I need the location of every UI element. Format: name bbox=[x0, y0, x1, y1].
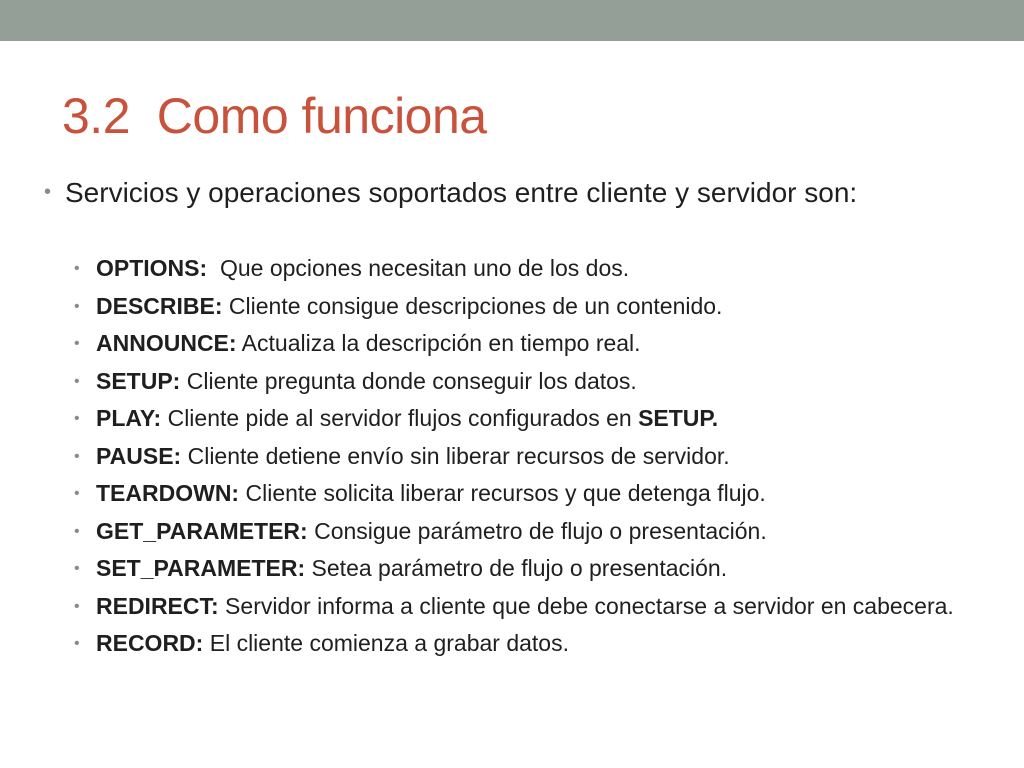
method-term: PLAY: bbox=[96, 405, 162, 431]
method-term: REDIRECT: bbox=[96, 592, 219, 619]
method-term: SET_PARAMETER: bbox=[96, 555, 306, 581]
list-item-teardown bbox=[74, 480, 974, 507]
list-item-record bbox=[74, 630, 974, 657]
bullet-icon: • bbox=[44, 181, 52, 203]
bullet-icon: • bbox=[74, 297, 80, 315]
method-description: El cliente comienza a grabar datos. bbox=[203, 630, 569, 656]
bullet-icon: • bbox=[74, 485, 80, 502]
method-description: Cliente detiene envío sin liberar recursos de servidor. bbox=[181, 442, 730, 469]
bullet-icon: • bbox=[74, 447, 80, 465]
slide-title: 3.2 Como funciona bbox=[62, 88, 487, 144]
method-description: Cliente solicita liberar recursos y que detenga flujo. bbox=[239, 480, 766, 506]
method-description: Actualiza la descripción en tiempo real. bbox=[236, 330, 641, 356]
bullet-icon: • bbox=[74, 260, 80, 277]
bullet-icon: • bbox=[74, 522, 80, 540]
method-description: Cliente pregunta donde conseguir los datos. bbox=[180, 367, 637, 394]
list-item-describe bbox=[74, 293, 974, 320]
method-list bbox=[74, 255, 974, 668]
list-item-announce bbox=[74, 330, 974, 357]
method-description: Setea parámetro de flujo o presentación. bbox=[305, 555, 728, 581]
method-description: Cliente consigue descripciones de un contenido. bbox=[222, 292, 723, 319]
list-item-play bbox=[74, 405, 974, 432]
intro-bullet bbox=[44, 176, 974, 209]
list-item-redirect bbox=[74, 593, 974, 620]
list-item-set-parameter bbox=[74, 555, 974, 582]
method-term: ANNOUNCE: bbox=[96, 330, 237, 356]
method-term: TEARDOWN: bbox=[96, 480, 240, 506]
bullet-icon: • bbox=[74, 635, 80, 652]
list-item-options bbox=[74, 255, 974, 282]
list-item-setup bbox=[74, 368, 974, 395]
method-term: SETUP: bbox=[96, 367, 181, 394]
bullet-icon: • bbox=[74, 335, 80, 352]
method-term: OPTIONS: bbox=[96, 255, 208, 281]
bullet-icon: • bbox=[74, 597, 80, 615]
list-item-pause bbox=[74, 443, 974, 470]
list-item-get-parameter bbox=[74, 518, 974, 545]
method-description: Consigue parámetro de flujo o presentación. bbox=[307, 517, 767, 544]
intro-text: Servicios y operaciones soportados entre cliente y servidor son: bbox=[65, 177, 858, 208]
method-description: Servidor informa a cliente que debe conectarse a servidor en cabecera. bbox=[218, 592, 954, 619]
method-term: DESCRIBE: bbox=[96, 292, 223, 319]
bullet-icon: • bbox=[74, 560, 80, 577]
method-term: GET_PARAMETER: bbox=[96, 517, 308, 544]
method-description: Cliente pide al servidor flujos configurados en bbox=[161, 405, 639, 431]
method-description: Que opciones necesitan uno de los dos. bbox=[207, 255, 630, 281]
method-term: PAUSE: bbox=[96, 442, 182, 469]
top-color-band bbox=[0, 0, 1024, 41]
bullet-icon: • bbox=[74, 372, 80, 390]
bullet-icon: • bbox=[74, 410, 80, 427]
method-term-reference: SETUP. bbox=[638, 405, 719, 431]
method-term: RECORD: bbox=[96, 630, 204, 656]
